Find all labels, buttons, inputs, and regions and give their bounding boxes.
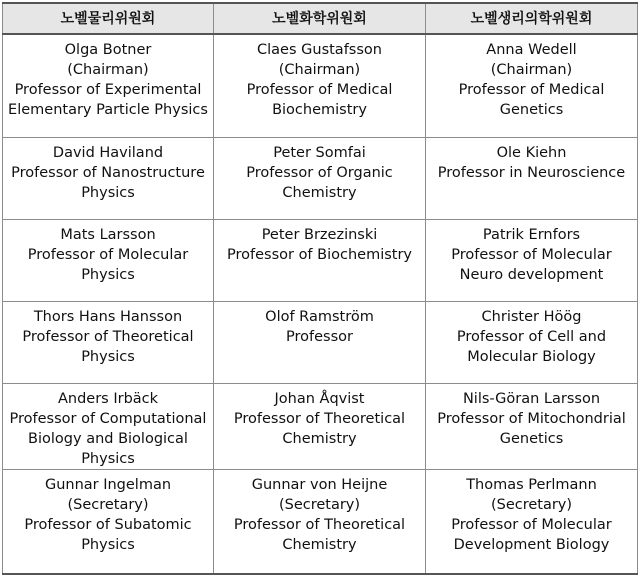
member-detail-line: Physics <box>81 451 135 467</box>
table-row <box>3 220 638 302</box>
member-detail-line: Chemistry <box>282 431 357 447</box>
header-row <box>3 3 638 34</box>
member-detail-line: (Chairman) <box>67 62 149 78</box>
member-detail-line: Physics <box>81 349 135 365</box>
member-cell-medicine <box>426 302 638 384</box>
member-detail-line: Chemistry <box>282 185 357 201</box>
member-detail-line: Professor in Neuroscience <box>437 165 626 181</box>
member-cell-chemistry <box>214 220 426 302</box>
member-cell-physics <box>3 302 214 384</box>
member-name: Olga Botner <box>64 42 152 58</box>
member-detail-line: Professor of Mitochondrial <box>437 411 626 427</box>
member-cell-physics <box>3 34 214 138</box>
member-cell-chemistry <box>214 138 426 220</box>
member-detail-line: Biochemistry <box>272 102 367 118</box>
member-name: Patrik Ernfors <box>482 227 581 243</box>
member-detail-line: Genetics <box>499 431 564 447</box>
member-name: Gunnar von Heijne <box>251 477 388 493</box>
member-detail-line: Genetics <box>499 102 564 118</box>
member-name: Anders Irbäck <box>57 391 159 407</box>
member-detail-line: (Secretary) <box>278 497 361 513</box>
member-detail-line: Professor of Theoretical <box>233 517 406 533</box>
member-cell-medicine <box>426 384 638 470</box>
member-name: Gunnar Ingelman <box>44 477 172 493</box>
member-cell-physics <box>3 470 214 575</box>
member-detail-line: Physics <box>81 537 135 553</box>
member-detail-line: Molecular Biology <box>467 349 596 365</box>
member-detail-line: Neuro development <box>459 267 604 283</box>
member-name: Peter Somfai <box>273 145 366 161</box>
member-detail-line: Professor of Biochemistry <box>226 247 413 263</box>
member-cell-medicine <box>426 470 638 575</box>
table-row <box>3 384 638 470</box>
member-name: Peter Brzezinski <box>261 227 378 243</box>
member-cell-chemistry <box>214 470 426 575</box>
table-body <box>3 34 638 574</box>
member-name: Anna Wedell <box>486 42 577 58</box>
member-detail-line: Biology and Biological <box>28 431 188 447</box>
table-row <box>3 34 638 138</box>
member-detail-line: Elementary Particle Physics <box>8 102 208 118</box>
member-detail-line: (Chairman) <box>278 62 361 78</box>
member-detail-line: Professor of Organic <box>246 165 393 181</box>
member-detail-line: Professor of Medical <box>246 82 393 98</box>
table-row <box>3 138 638 220</box>
member-detail-line: Development Biology <box>453 537 610 553</box>
member-cell-chemistry <box>214 34 426 138</box>
member-detail-line: Professor of Molecular <box>27 247 189 263</box>
header-medicine-committee: 노벨생리의학위원회 <box>426 3 638 34</box>
table-row <box>3 302 638 384</box>
header-physics-committee: 노벨물리위원회 <box>3 3 214 34</box>
member-detail-line: Physics <box>81 267 135 283</box>
member-detail-line: (Secretary) <box>490 497 573 513</box>
nobel-committee-table <box>2 2 638 575</box>
member-cell-medicine <box>426 220 638 302</box>
member-detail-line: Chemistry <box>282 537 357 553</box>
member-detail-line: Professor of Medical <box>458 82 605 98</box>
member-name: Nils-Göran Larsson <box>462 391 601 407</box>
member-name: Ole Kiehn <box>496 145 567 161</box>
table-row <box>3 470 638 575</box>
member-cell-medicine <box>426 138 638 220</box>
member-detail-line: Professor of Molecular <box>451 247 612 263</box>
member-name: Thomas Perlmann <box>466 477 597 493</box>
member-detail-line: Professor of Theoretical <box>233 411 406 427</box>
member-name: Johan Åqvist <box>274 391 365 407</box>
member-detail-line: Professor of Subatomic <box>24 517 192 533</box>
member-cell-physics <box>3 384 214 470</box>
member-cell-medicine <box>426 34 638 138</box>
member-detail-line: Professor of Theoretical <box>22 329 194 345</box>
member-cell-physics <box>3 220 214 302</box>
table-header <box>3 3 638 34</box>
member-name: David Haviland <box>52 145 164 161</box>
header-chemistry-committee: 노벨화학위원회 <box>214 3 426 34</box>
member-detail-line: Professor <box>286 329 353 345</box>
member-name: Thors Hans Hansson <box>33 309 183 325</box>
member-detail-line: Professor of Experimental <box>14 82 202 98</box>
member-name: Claes Gustafsson <box>257 42 382 58</box>
member-detail-line: (Chairman) <box>490 62 573 78</box>
member-detail-line: Professor of Molecular <box>451 517 612 533</box>
member-cell-physics <box>3 138 214 220</box>
member-name: Olof Ramström <box>265 309 374 325</box>
member-detail-line: Professor of Cell and <box>456 329 607 345</box>
member-detail-line: Professor of Computational <box>9 411 207 427</box>
member-detail-line: Professor of Nanostructure <box>11 165 205 181</box>
member-cell-chemistry <box>214 384 426 470</box>
member-detail-line: Physics <box>81 185 135 201</box>
member-name: Christer Höög <box>481 309 582 325</box>
member-name: Mats Larsson <box>60 227 156 243</box>
member-cell-chemistry <box>214 302 426 384</box>
member-detail-line: (Secretary) <box>67 497 149 513</box>
